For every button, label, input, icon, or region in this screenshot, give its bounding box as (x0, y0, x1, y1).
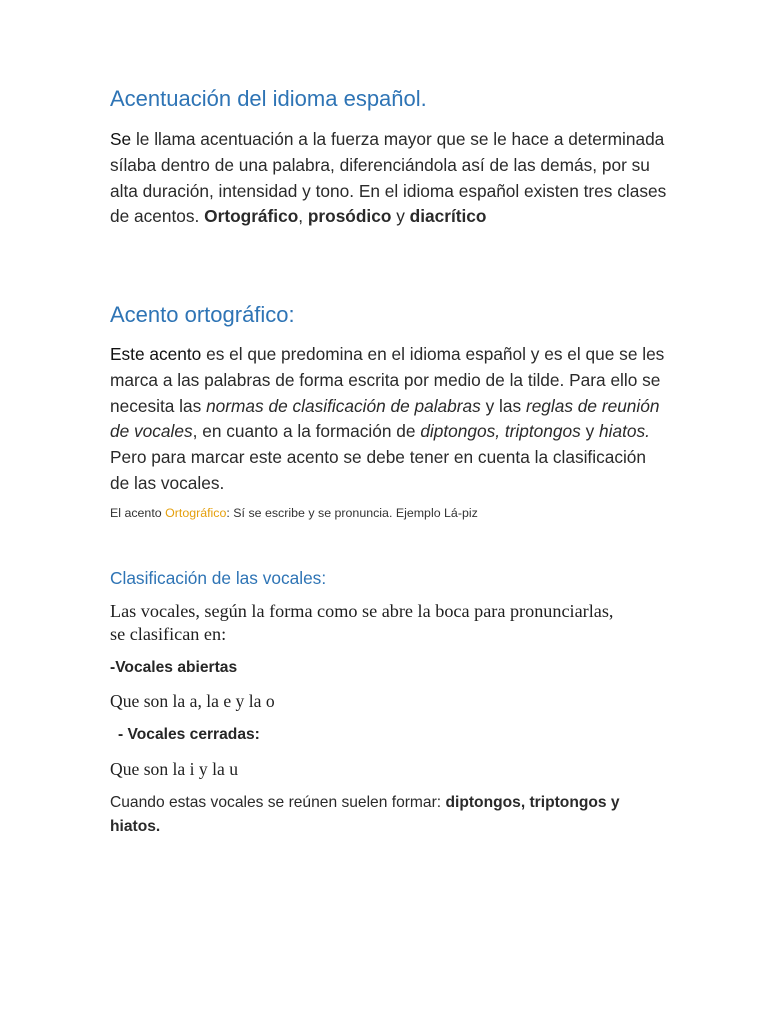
note-highlight: Ortográfico (165, 506, 227, 520)
separator: y (391, 206, 410, 227)
vocales-intro: Las vocales, según la forma como se abre la boca para pronunciarlas, se clasifican en: (110, 601, 614, 644)
vocales-abiertas-text: Que son la a, la e y la o (110, 691, 275, 711)
italic-term: normas de clasificación de palabras (206, 395, 481, 416)
ortografico-paragraph (110, 342, 670, 497)
term-prosodico: prosódico (307, 206, 392, 227)
conclusion-text: Cuando estas vocales se reúnen suelen formar: (110, 794, 446, 811)
note-text: : Sí se escribe y se pronuncia. Ejemplo Lá-piz (226, 506, 478, 520)
example-note (110, 506, 478, 520)
subheading-clasificacion: Clasificación de las vocales: (110, 568, 327, 588)
intro-paragraph (110, 127, 670, 230)
italic-term: reglas de reunión de vocales (110, 395, 660, 442)
term-diacritico: diacrítico (409, 206, 487, 227)
paragraph-text: y las (480, 395, 526, 416)
intro-lead: Se (110, 129, 132, 149)
term-ortografico: Ortográfico (204, 206, 299, 227)
ortografico-lead: Este acento (110, 344, 202, 364)
main-heading: Acentuación del idioma español. (110, 86, 427, 111)
vocales-cerradas-heading: - Vocales cerradas: (118, 726, 260, 743)
intro-body: le llama acentuación a la fuerza mayor que se le hace a determinada sílaba dentro de una palabra, diferenciándola así de las demás, por su alta duración, intensidad y tono. En el idioma español existen tres clases de acentos. (110, 129, 667, 227)
vocales-conclusion (110, 791, 670, 839)
paragraph-text: es el que predomina en el idioma español y es el que se les marca a las palabras de forma escrita por medio de la tilde. Para ello se necesita las (110, 344, 665, 416)
subheading-acento-ortografico: Acento ortográfico: (110, 302, 295, 327)
paragraph-text: , en cuanto a la formación de (192, 421, 421, 442)
vocales-abiertas-heading: -Vocales abiertas (110, 659, 238, 676)
paragraph-text: Pero para marcar este acento se debe tener en cuenta la clasificación de las vocales. (110, 447, 647, 493)
note-text: El acento (110, 506, 166, 520)
conclusion-bold: diptongos, triptongos y hiatos. (110, 794, 620, 835)
italic-term: diptongos, triptongos (420, 421, 581, 442)
paragraph-text: y (580, 421, 600, 442)
vocales-cerradas-text: Que son la i y la u (110, 759, 239, 779)
italic-term: hiatos. (599, 421, 650, 442)
separator: , (298, 206, 308, 227)
